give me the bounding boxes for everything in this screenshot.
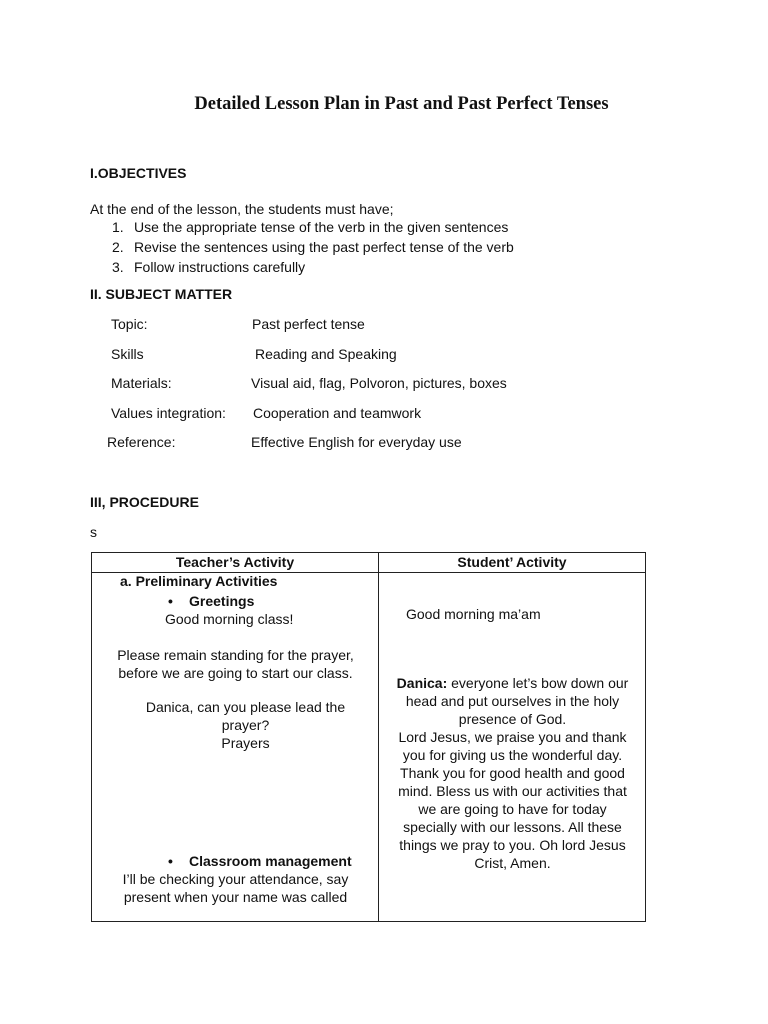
bullet-icon: • xyxy=(168,853,173,869)
document-title: Detailed Lesson Plan in Past and Past Perfect Tenses xyxy=(194,94,609,114)
student-prayer-line-8: we are going to have for today xyxy=(418,801,607,817)
subject-matter-heading: II. SUBJECT MATTER xyxy=(90,286,233,302)
teacher-activity-header: Teacher’s Activity xyxy=(92,553,379,573)
preliminary-activities-heading: a. Preliminary Activities xyxy=(120,573,278,589)
student-greeting: Good morning ma’am xyxy=(406,606,541,622)
teacher-remain-line-2: before we are going to start our class. xyxy=(118,665,353,681)
bullet-icon: • xyxy=(168,593,173,609)
student-prayer-line-10: things we pray to you. Oh lord Jesus xyxy=(399,837,626,853)
skills-label: Skills xyxy=(111,346,144,362)
student-prayer-line-1: Danica: everyone let’s bow down our xyxy=(396,675,629,691)
reference-value: Effective English for everyday use xyxy=(251,434,462,450)
student-activity-cell xyxy=(379,573,646,922)
student-prayer-line-4: Lord Jesus, we praise you and thank xyxy=(398,729,627,745)
student-activity-header: Student’ Activity xyxy=(379,553,646,573)
materials-label: Materials: xyxy=(111,375,172,391)
teacher-attendance-line-1: I’ll be checking your attendance, say xyxy=(122,871,349,887)
teacher-greeting: Good morning class! xyxy=(165,611,294,627)
student-prayer-line-9: specially with our lessons. All these xyxy=(403,819,622,835)
teacher-danica-line-1: Danica, can you please lead the xyxy=(145,699,346,715)
student-prayer-line-3: presence of God. xyxy=(458,711,567,727)
list-item: 1. Use the appropriate tense of the verb in the given sentences xyxy=(112,219,509,235)
student-prayer-line-2: head and put ourselves in the holy xyxy=(405,693,620,709)
classroom-management-heading: Classroom management xyxy=(189,853,352,869)
student-prayer-line-7: mind. Bless us with our activities that xyxy=(398,783,627,799)
danica-label: Danica: xyxy=(396,675,448,691)
teacher-attendance-line-2: present when your name was called xyxy=(123,889,348,905)
teacher-activity-cell xyxy=(92,573,379,922)
stray-text: s xyxy=(90,524,97,540)
student-prayer-line-5: you for giving us the wonderful day. xyxy=(402,747,623,763)
values-integration-label: Values integration: xyxy=(111,405,226,421)
procedure-heading: III, PROCEDURE xyxy=(90,494,199,510)
student-prayer-line-6: Thank you for good health and good xyxy=(400,765,625,781)
table-header-row xyxy=(92,553,646,573)
objectives-heading: I.OBJECTIVES xyxy=(90,165,187,181)
topic-value: Past perfect tense xyxy=(252,316,365,332)
skills-value: Reading and Speaking xyxy=(255,346,397,362)
table-row xyxy=(92,573,646,922)
teacher-prayers: Prayers xyxy=(221,735,270,751)
procedure-table xyxy=(91,552,646,922)
reference-label: Reference: xyxy=(107,434,176,450)
student-prayer-line-11: Crist, Amen. xyxy=(474,855,551,871)
list-item: 2. Revise the sentences using the past perfect tense of the verb xyxy=(112,239,514,255)
teacher-remain-line-1: Please remain standing for the prayer, xyxy=(117,647,354,663)
materials-value: Visual aid, flag, Polvoron, pictures, boxes xyxy=(251,375,507,391)
values-integration-value: Cooperation and teamwork xyxy=(253,405,422,421)
list-item: 3. Follow instructions carefully xyxy=(112,259,306,275)
objectives-intro: At the end of the lesson, the students must have; xyxy=(90,201,394,217)
objectives-list xyxy=(112,217,514,277)
teacher-danica-line-2: prayer? xyxy=(221,717,270,733)
topic-label: Topic: xyxy=(111,316,148,332)
greetings-heading: Greetings xyxy=(189,593,255,609)
